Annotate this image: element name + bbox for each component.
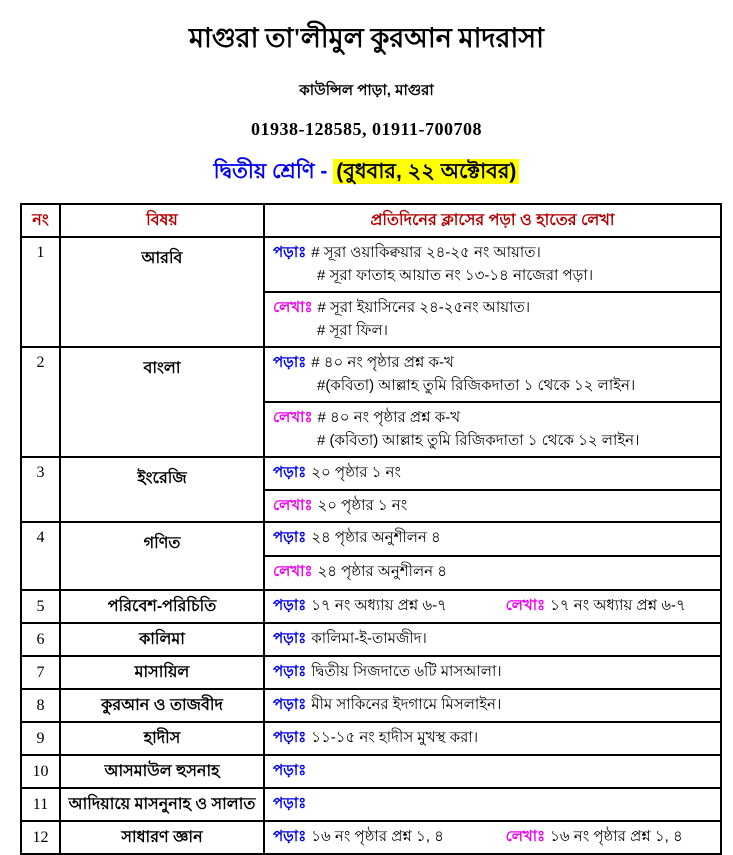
pora-label: পড়াঃ — [273, 597, 307, 615]
pora-label: পড়াঃ — [273, 762, 307, 780]
pora-label: পড়াঃ — [273, 529, 307, 546]
class-name-label: দ্বিতীয় শ্রেণি - — [213, 160, 328, 183]
lekha-text: ২৪ পৃষ্ঠার অনুশীলন ৪ — [317, 563, 447, 580]
pora-cell — [264, 457, 721, 490]
subject-cell: আদিয়ায়ে মাসনুনাহ ও সালাত — [60, 788, 264, 821]
pora-cell — [264, 347, 721, 402]
content-cell — [264, 623, 721, 656]
subject-cell: পরিবেশ-পরিচিতি — [60, 590, 264, 623]
content-cell — [264, 788, 721, 821]
pora-part — [273, 694, 501, 717]
lekha-line: # সূরা ফিল। — [317, 321, 388, 339]
table-row — [21, 237, 721, 292]
pora-label: পড়াঃ — [273, 729, 307, 747]
subject-cell: কালিমা — [60, 623, 264, 656]
document-header — [0, 18, 733, 190]
table-row — [21, 522, 721, 556]
pora-part — [273, 793, 311, 816]
pora-label: পড়াঃ — [273, 663, 307, 681]
pora-part — [273, 727, 478, 750]
column-header-content: প্রতিদিনের ক্লাসের পড়া ও হাতের লেখা — [264, 204, 721, 237]
address-line: কাউন্সিল পাড়া, মাগুরা — [299, 82, 434, 99]
lekha-line — [273, 407, 712, 430]
pora-line — [273, 462, 712, 485]
subject-cell: ইংরেজি — [60, 457, 264, 522]
row-number: 6 — [21, 623, 60, 656]
table-row — [21, 722, 721, 755]
pora-text: ১১-১৫ নং হাদীস মুখস্থ করা। — [311, 729, 479, 747]
content-line — [273, 595, 712, 618]
content-cell — [264, 590, 721, 623]
pora-label: পড়াঃ — [273, 464, 307, 481]
content-line — [273, 793, 712, 816]
table-header-row — [21, 204, 721, 237]
lekha-text: # সূরা ইয়াসিনের ২৪-২৫নং আয়াত। — [317, 299, 531, 316]
class-line — [0, 155, 733, 190]
lekha-label: লেখাঃ — [273, 563, 313, 580]
content-cell — [264, 656, 721, 689]
content-line — [273, 628, 712, 651]
subject-cell: আসমাউল হুসনাহ — [60, 755, 264, 788]
lekha-part — [506, 595, 712, 618]
class-date-highlight: (বুধবার, ২২ অক্টোবর) — [333, 159, 519, 184]
pora-cell — [264, 237, 721, 292]
column-header-subject: বিষয় — [60, 204, 264, 237]
pora-text: ২৪ পৃষ্ঠার অনুশীলন ৪ — [311, 529, 441, 546]
pora-label: পড়াঃ — [273, 795, 307, 813]
pora-text: মীম সাকিনের ইদগামে মিসলাইন। — [311, 696, 502, 714]
lekha-text: # ৪০ নং পৃষ্ঠার প্রশ্ন ক-খ — [317, 409, 461, 426]
pora-line — [273, 352, 712, 375]
pora-cell — [264, 522, 721, 556]
pora-text: ১৭ নং অধ্যায় প্রশ্ন ৬-৭ — [311, 597, 447, 615]
phone-numbers: 01938-128585, 01911-700708 — [251, 119, 482, 139]
pora-line: #(কবিতা) আল্লাহ তুমি রিজিকদাতা ১ থেকে ১২ লাইন। — [317, 376, 636, 394]
lekha-line: # (কবিতা) আল্লাহ তুমি রিজিকদাতা ১ থেকে ১২ লাইন। — [317, 431, 640, 449]
content-cell — [264, 722, 721, 755]
lekha-label: লেখাঃ — [505, 828, 546, 846]
content-cell — [264, 821, 721, 854]
subject-cell: কুরআন ও তাজবীদ — [60, 689, 264, 722]
lekha-label: লেখাঃ — [273, 496, 313, 514]
subject-cell: বাংলা — [60, 347, 264, 457]
content-line — [273, 661, 712, 684]
pora-label: পড়াঃ — [273, 244, 307, 261]
row-number: 12 — [21, 821, 60, 854]
table-row — [21, 457, 721, 490]
row-number: 10 — [21, 755, 60, 788]
content-cell — [264, 755, 721, 788]
table-row — [21, 755, 721, 788]
table-row — [21, 623, 721, 656]
lekha-cell — [264, 556, 721, 590]
subject-cell: গণিত — [60, 522, 264, 590]
lekha-line — [273, 561, 712, 584]
row-number: 3 — [21, 457, 60, 522]
content-line — [273, 694, 712, 717]
subject-cell: সাধারণ জ্ঞান — [60, 821, 264, 854]
pora-part — [273, 826, 506, 849]
subject-cell: মাসায়িল — [60, 656, 264, 689]
content-line — [273, 826, 712, 849]
lekha-cell — [264, 490, 721, 523]
row-number: 4 — [21, 522, 60, 590]
lekha-text: ২০ পৃষ্ঠার ১ নং — [317, 496, 408, 514]
content-line — [273, 760, 712, 783]
lekha-cell — [264, 402, 721, 457]
pora-part — [273, 760, 311, 783]
lekha-line — [273, 297, 712, 320]
pora-label: পড়াঃ — [273, 630, 307, 648]
pora-label: পড়াঃ — [273, 354, 307, 371]
pora-text: # সূরা ওয়াকিক্বয়ার ২৪-২৫ নং আয়াত। — [311, 244, 541, 261]
table-row — [21, 821, 721, 854]
lekha-line — [273, 495, 712, 518]
row-number: 11 — [21, 788, 60, 821]
table-row — [21, 689, 721, 722]
pora-part — [273, 595, 506, 618]
content-cell — [264, 689, 721, 722]
lekha-cell — [264, 292, 721, 347]
table-row — [21, 788, 721, 821]
lekha-label: লেখাঃ — [273, 409, 313, 426]
subject-cell: আরবি — [60, 237, 264, 347]
page-title: মাগুরা তা'লীমুল কুরআন মাদরাসা — [189, 23, 544, 53]
pora-label: পড়াঃ — [273, 828, 307, 846]
pora-line — [273, 527, 712, 550]
lekha-text: ১৭ নং অধ্যায় প্রশ্ন ৬-৭ — [550, 597, 686, 615]
table-row — [21, 656, 721, 689]
pora-part — [273, 661, 502, 684]
pora-label: পড়াঃ — [273, 696, 307, 714]
table-row — [21, 347, 721, 402]
pora-line: # সূরা ফাতাহ আয়াত নং ১৩-১৪ নাজেরা পড়া। — [317, 266, 594, 284]
pora-part — [273, 628, 427, 651]
table-row — [21, 590, 721, 623]
column-header-no: নং — [21, 204, 60, 237]
row-number: 8 — [21, 689, 60, 722]
lekha-part — [506, 826, 712, 849]
subject-cell: হাদীস — [60, 722, 264, 755]
lekha-label: লেখাঃ — [505, 597, 546, 615]
content-line — [273, 727, 712, 750]
row-number: 1 — [21, 237, 60, 347]
lekha-text: ১৬ নং পৃষ্ঠার প্রশ্ন ১, ৪ — [550, 828, 683, 846]
pora-text: ২০ পৃষ্ঠার ১ নং — [311, 464, 401, 481]
pora-line — [273, 242, 712, 265]
pora-text: দ্বিতীয় সিজদাতে ৬টি মাসআলা। — [311, 663, 502, 681]
pora-text: কালিমা-ই-তামজীদ। — [311, 630, 427, 648]
lekha-label: লেখাঃ — [273, 299, 313, 316]
homework-table — [20, 203, 722, 855]
row-number: 7 — [21, 656, 60, 689]
row-number: 5 — [21, 590, 60, 623]
row-number: 9 — [21, 722, 60, 755]
pora-text: # ৪০ নং পৃষ্ঠার প্রশ্ন ক-খ — [311, 354, 454, 371]
row-number: 2 — [21, 347, 60, 457]
pora-text: ১৬ নং পৃষ্ঠার প্রশ্ন ১, ৪ — [311, 828, 444, 846]
